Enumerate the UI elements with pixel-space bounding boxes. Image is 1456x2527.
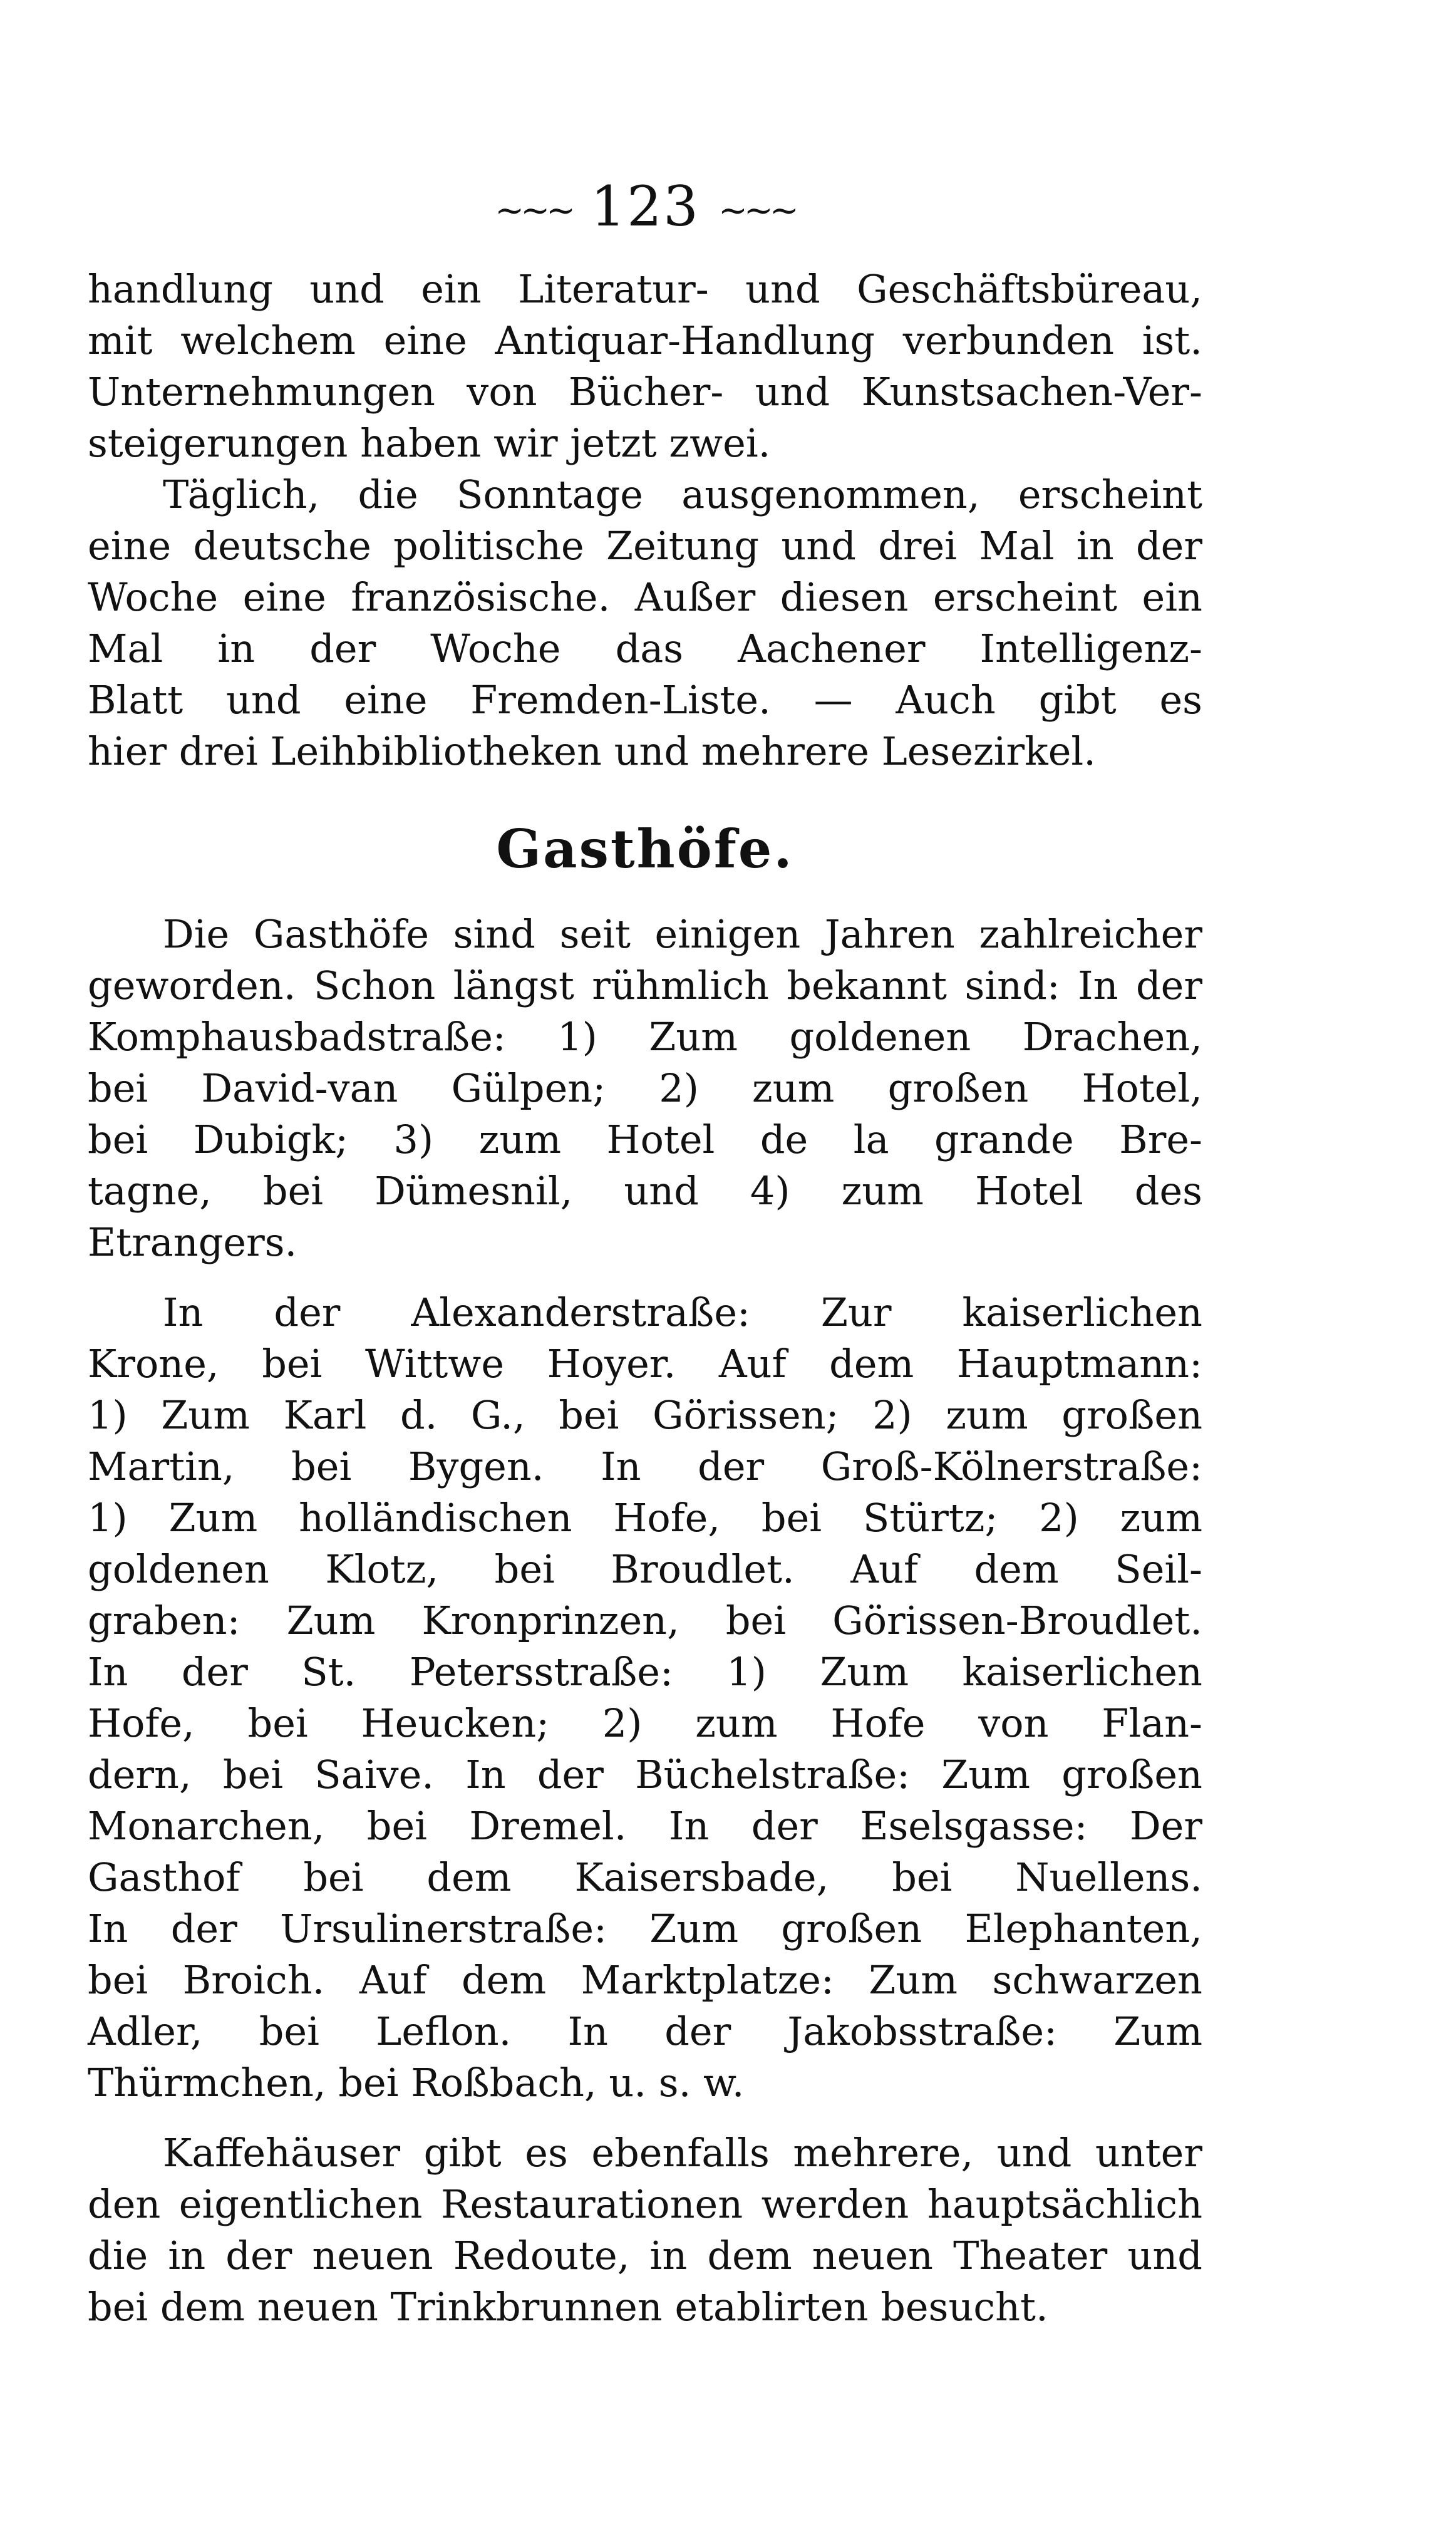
paragraph-gasthoefe bbox=[88, 909, 1202, 1268]
text-line: mit welchem eine Antiquar-Handlung verbunden ist. bbox=[88, 318, 1202, 364]
text-line: goldenen Klotz, bei Broudlet. Auf dem Seil- bbox=[88, 1546, 1202, 1593]
text-line: bei Dubigk; 3) zum Hotel de la grande Bre- bbox=[88, 1117, 1202, 1163]
text-line: Mal in der Woche das Aachener Intelligenz- bbox=[88, 626, 1202, 672]
text-line: Täglich, die Sonntage ausgenommen, erscheint bbox=[163, 472, 1202, 518]
text-line: Unternehmungen von Bücher- und Kunstsachen-Ver- bbox=[88, 369, 1202, 415]
paragraph-streets bbox=[88, 1287, 1202, 2109]
text-line: tagne, bei Dümesnil, und 4) zum Hotel des bbox=[88, 1168, 1202, 1214]
text-line: Krone, bei Wittwe Hoyer. Auf dem Hauptmann: bbox=[88, 1341, 1202, 1387]
paragraph-newspapers bbox=[88, 469, 1202, 777]
text-line: In der Alexanderstraße: Zur kaiserlichen bbox=[163, 1289, 1202, 1336]
paragraph-kaffeehaeuser bbox=[88, 2127, 1202, 2333]
page-number-header bbox=[88, 169, 1202, 249]
section-heading: Gasthöfe. bbox=[496, 818, 794, 881]
page-number: 123 bbox=[591, 174, 700, 239]
text-line: eine deutsche politische Zeitung und drei Mal in der bbox=[88, 523, 1202, 569]
text-line: steigerungen haben wir jetzt zwei. bbox=[88, 420, 771, 467]
text-line: bei Broich. Auf dem Marktplatze: Zum schwarzen bbox=[88, 1957, 1202, 2003]
text-line: 1) Zum Karl d. G., bei Görissen; 2) zum großen bbox=[88, 1392, 1202, 1439]
text-line: geworden. Schon längst rühmlich bekannt sind: In der bbox=[88, 963, 1202, 1009]
ornament-right: ~~~ bbox=[718, 190, 795, 232]
text-line: Woche eine französische. Außer diesen erscheint ein bbox=[88, 574, 1202, 621]
text-line: den eigentlichen Restaurationen werden hauptsächlich bbox=[88, 2181, 1202, 2228]
text-line: Monarchen, bei Dremel. In der Eselsgasse: Der bbox=[88, 1803, 1202, 1849]
book-page bbox=[88, 169, 1202, 2333]
paragraph-gap bbox=[88, 2109, 1202, 2127]
text-line: Thürmchen, bei Roßbach, u. s. w. bbox=[88, 2060, 745, 2106]
text-line: Adler, bei Leflon. In der Jakobsstraße: Zum bbox=[88, 2008, 1202, 2055]
text-line: Komphausbadstraße: 1) Zum goldenen Drachen, bbox=[88, 1014, 1202, 1060]
text-line: handlung und ein Literatur- und Geschäftsbüreau, bbox=[88, 266, 1202, 313]
ornament-left: ~~~ bbox=[495, 190, 572, 232]
text-line: die in der neuen Redoute, in dem neuen Theater und bbox=[88, 2233, 1202, 2279]
text-line: Blatt und eine Fremden-Liste. — Auch gibt es bbox=[88, 677, 1202, 723]
text-line: Die Gasthöfe sind seit einigen Jahren zahlreicher bbox=[163, 911, 1202, 958]
text-line: Etrangers. bbox=[88, 1219, 297, 1266]
text-line: bei David-van Gülpen; 2) zum großen Hotel, bbox=[88, 1065, 1202, 1112]
paragraph-gap bbox=[88, 1268, 1202, 1287]
text-line: Kaffehäuser gibt es ebenfalls mehrere, und unter bbox=[163, 2130, 1202, 2176]
text-line: In der St. Petersstraße: 1) Zum kaiserlichen bbox=[88, 1649, 1202, 1695]
text-line: Martin, bei Bygen. In der Groß-Kölnerstraße: bbox=[88, 1444, 1202, 1490]
text-line: dern, bei Saive. In der Büchelstraße: Zum großen bbox=[88, 1752, 1202, 1798]
text-line: Gasthof bei dem Kaisersbade, bei Nuellens. bbox=[88, 1854, 1202, 1901]
text-line: In der Ursulinerstraße: Zum großen Elephanten, bbox=[88, 1906, 1202, 1952]
text-line: bei dem neuen Trinkbrunnen etablirten besucht. bbox=[88, 2284, 1048, 2330]
paragraph-bookshops bbox=[88, 264, 1202, 469]
text-line: 1) Zum holländischen Hofe, bei Stürtz; 2) zum bbox=[88, 1495, 1202, 1541]
text-line: Hofe, bei Heucken; 2) zum Hofe von Flan- bbox=[88, 1700, 1202, 1747]
text-line: graben: Zum Kronprinzen, bei Görissen-Broudlet. bbox=[88, 1598, 1202, 1644]
text-line: hier drei Leihbibliotheken und mehrere Lesezirkel. bbox=[88, 728, 1096, 775]
